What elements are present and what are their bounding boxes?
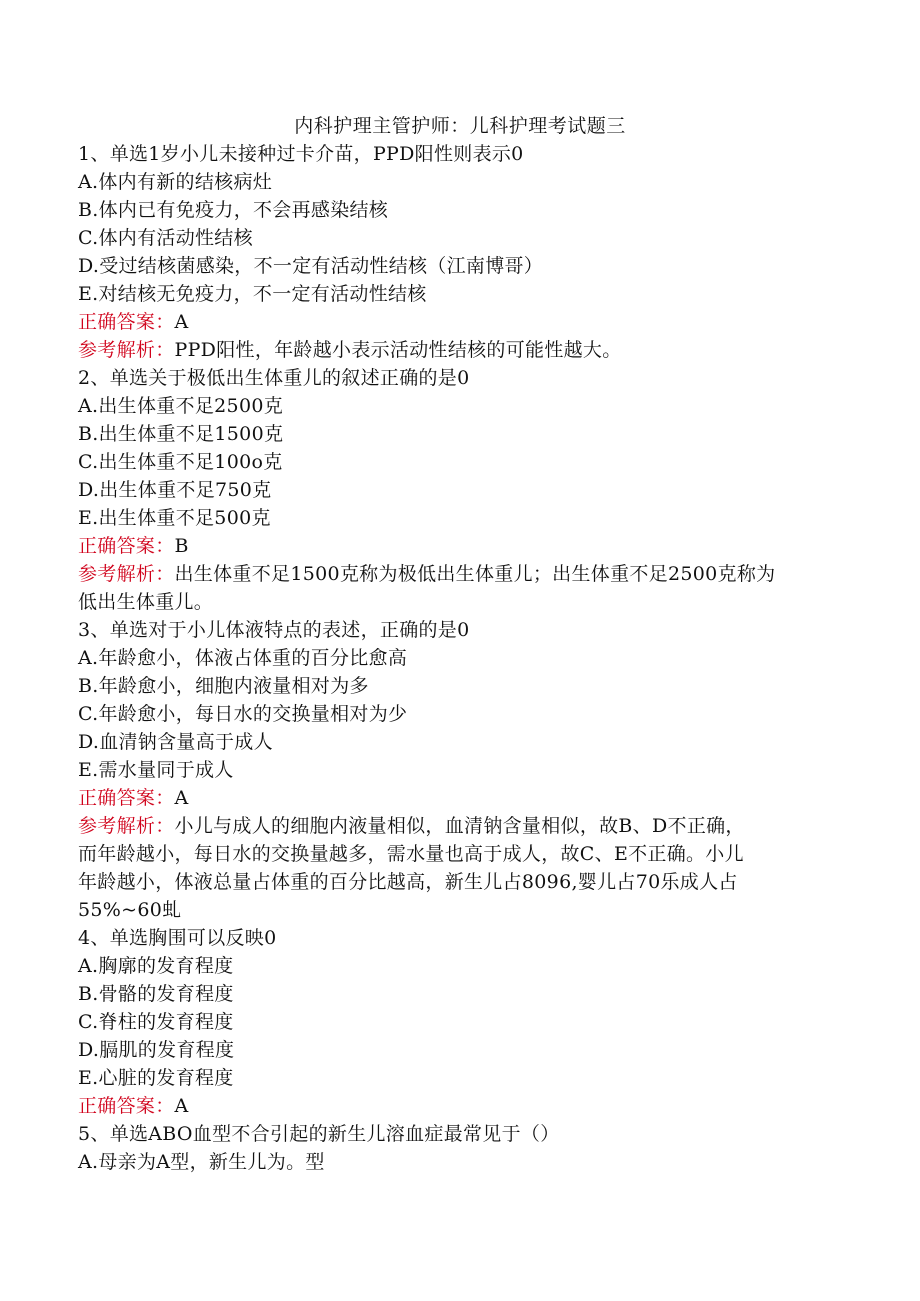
q2-option-d: D.出生体重不足750克 xyxy=(78,479,272,501)
q2-analysis-1: 出生体重不足1500克称为极低出生体重儿；出生体重不足2500克称为 xyxy=(174,563,776,585)
q1-answer-line xyxy=(78,308,838,336)
answer-label: 正确答案： xyxy=(78,311,175,333)
q1-option-c: C.体内有活动性结核 xyxy=(78,227,253,249)
q2-stem: 2、单选关于极低出生体重儿的叙述正确的是0 xyxy=(78,367,470,389)
q1-analysis-line xyxy=(78,336,838,364)
q4-option-c: C.脊柱的发育程度 xyxy=(78,1011,234,1033)
analysis-label: 参考解析： xyxy=(78,339,175,361)
q3-analysis-1: 小儿与成人的细胞内液量相似，血清钠含量相似，故B、D不正确， xyxy=(174,815,745,837)
q3-option-c: C.年龄愈小，每日水的交换量相对为少 xyxy=(78,703,408,725)
q3-analysis-line-4: 55%~60虬 xyxy=(78,899,182,921)
q3-stem: 3、单选对于小儿体液特点的表述，正确的是0 xyxy=(78,619,470,641)
q1-answer: A xyxy=(174,311,189,333)
analysis-label: 参考解析： xyxy=(78,563,175,585)
q1-analysis: PPD阳性，年龄越小表示活动性结核的可能性越大。 xyxy=(174,339,622,361)
q3-option-d: D.血清钠含量高于成人 xyxy=(78,731,273,753)
q2-option-e: E.出生体重不足500克 xyxy=(78,507,271,529)
q4-answer-line xyxy=(78,1092,838,1120)
q4-option-a: A.胸廓的发育程度 xyxy=(78,955,234,977)
q3-analysis-line-2: 而年龄越小，每日水的交换量越多，需水量也高于成人，故C、E不正确。小儿 xyxy=(78,843,744,865)
q1-stem: 1、单选1岁小儿未接种过卡介苗，PPD阳性则表示0 xyxy=(78,143,524,165)
q2-analysis-line-1 xyxy=(78,560,838,588)
answer-label: 正确答案： xyxy=(78,787,175,809)
q3-option-e: E.需水量同于成人 xyxy=(78,759,234,781)
q1-option-a: A.体内有新的结核病灶 xyxy=(78,171,273,193)
q3-answer-line xyxy=(78,784,838,812)
q4-answer: A xyxy=(174,1095,189,1117)
q1-option-b: B.体内已有免疫力，不会再感染结核 xyxy=(78,199,389,221)
document-body xyxy=(78,140,838,1176)
q4-option-e: E.心脏的发育程度 xyxy=(78,1067,234,1089)
document-title: 内科护理主管护师：儿科护理考试题三 xyxy=(294,115,626,137)
q2-option-b: B.出生体重不足1500克 xyxy=(78,423,284,445)
q2-analysis-line-2: 低出生体重儿。 xyxy=(78,591,214,613)
q3-option-a: A.年龄愈小，体液占体重的百分比愈高 xyxy=(78,647,408,669)
q2-answer: B xyxy=(174,535,189,557)
q2-option-c: C.出生体重不足100o克 xyxy=(78,451,283,473)
q2-option-a: A.出生体重不足2500克 xyxy=(78,395,284,417)
q4-option-d: D.膈肌的发育程度 xyxy=(78,1039,235,1061)
q1-option-e: E.对结核无免疫力，不一定有活动性结核 xyxy=(78,283,427,305)
q3-option-b: B.年龄愈小，细胞内液量相对为多 xyxy=(78,675,369,697)
answer-label: 正确答案： xyxy=(78,1095,175,1117)
q5-stem: 5、单选ABO血型不合引起的新生儿溶血症最常见于（） xyxy=(78,1123,560,1145)
q5-option-a: A.母亲为A型，新生儿为。型 xyxy=(78,1151,325,1173)
q3-answer: A xyxy=(174,787,189,809)
q3-analysis-line-3: 年龄越小，体液总量占体重的百分比越高，新生儿占8096,婴儿占70乐成人占 xyxy=(78,871,738,893)
q4-option-b: B.骨骼的发育程度 xyxy=(78,983,234,1005)
analysis-label: 参考解析： xyxy=(78,815,175,837)
answer-label: 正确答案： xyxy=(78,535,175,557)
q4-stem: 4、单选胸围可以反映0 xyxy=(78,927,277,949)
q1-option-d: D.受过结核菌感染，不一定有活动性结核（江南博哥） xyxy=(78,255,544,277)
q3-analysis-line-1 xyxy=(78,812,838,840)
q2-answer-line xyxy=(78,532,838,560)
